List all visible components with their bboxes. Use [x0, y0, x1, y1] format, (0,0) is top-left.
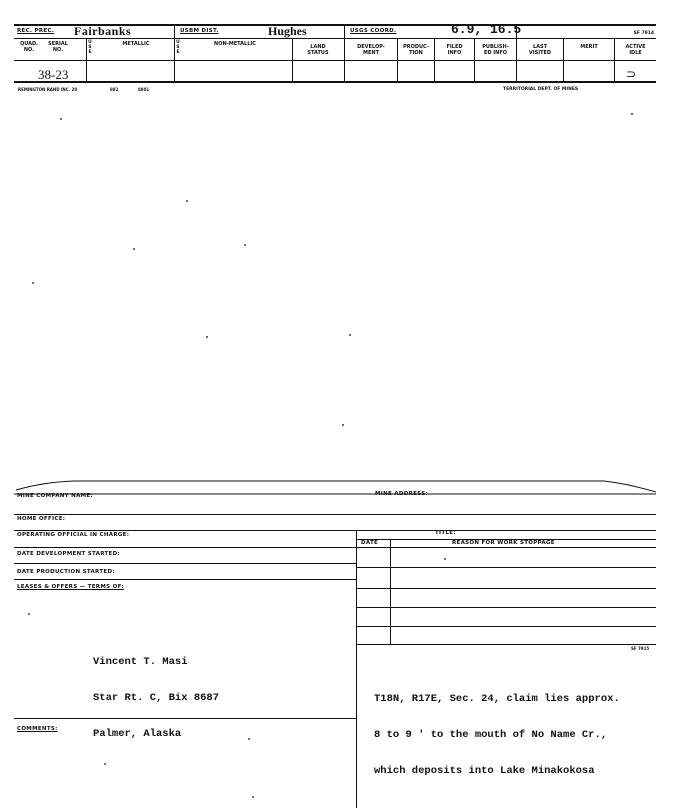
rule	[356, 626, 656, 627]
table-divider	[390, 539, 391, 644]
card-edge	[14, 476, 656, 496]
location-note-line-2: 8 to 9 ' to the mouth of No Name Cr.,	[374, 729, 608, 741]
speck	[32, 282, 34, 284]
location-note-line-1: T18N, R17E, Sec. 24, claim lies approx.	[374, 693, 620, 705]
speck	[28, 613, 30, 615]
lease-holder-block	[93, 632, 219, 764]
col-published-info: PUBLISH- ED INFO	[482, 44, 509, 56]
department-imprint: TERRITORIAL DEPT. OF MINES	[503, 87, 579, 92]
mine-address-label: MINE ADDRESS:	[375, 491, 428, 497]
speck	[252, 796, 254, 798]
index-card-header	[14, 24, 656, 84]
rule	[14, 718, 356, 719]
index-card-detail	[14, 476, 656, 808]
speck	[444, 558, 446, 560]
speck	[206, 336, 208, 338]
speck	[244, 244, 246, 246]
rule	[14, 579, 356, 580]
col-metallic: METALLIC	[122, 41, 150, 47]
printer-code-2: 8801	[138, 87, 150, 92]
col-use-nonmetallic: U S E	[176, 40, 180, 55]
speck	[349, 334, 351, 336]
rule	[14, 530, 656, 531]
usgs-coord-value: 6.9, 16.5	[451, 22, 522, 37]
table-divider	[356, 530, 357, 808]
rule	[14, 547, 656, 548]
home-office-label: HOME OFFICE:	[17, 516, 66, 522]
operating-official-label: OPERATING OFFICIAL IN CHARGE:	[17, 532, 130, 538]
col-non-metallic: NON-METALLIC	[214, 41, 256, 47]
header-divider	[344, 24, 345, 38]
date-development-started-label: DATE DEVELOPMENT STARTED:	[17, 551, 120, 557]
speck	[104, 763, 106, 765]
col-serial-no: SERIAL NO.	[48, 41, 68, 53]
column-head-rule	[14, 60, 656, 61]
speck	[60, 118, 62, 120]
lease-holder-city: Palmer, Alaska	[93, 728, 182, 740]
col-land-status: LAND STATUS	[307, 44, 329, 56]
speck	[186, 200, 188, 202]
rec-prec-value: Fairbanks	[74, 24, 132, 38]
date-column-label: DATE	[361, 540, 379, 546]
col-merit: MERIT	[580, 44, 598, 50]
col-production: PRODUC- TION	[403, 44, 429, 56]
printer-imprint: REMINGTON RAND INC. 20	[18, 87, 78, 92]
rule	[14, 563, 356, 564]
speck	[342, 424, 344, 426]
printer-code-1: 882	[110, 87, 119, 92]
mine-company-name-label: MINE COMPANY NAME:	[17, 493, 93, 499]
date-production-started-label: DATE PRODUCTION STARTED:	[17, 569, 115, 575]
lease-holder-address: Star Rt. C, Bix 8687	[93, 692, 220, 704]
rule	[356, 644, 656, 645]
speck	[248, 738, 250, 740]
header-divider	[174, 24, 175, 38]
form-number-2: SF 7915	[631, 646, 650, 651]
rule	[356, 567, 656, 568]
col-filed-info: FILED INFO	[446, 44, 463, 56]
quad-serial-value: 38-23	[38, 67, 69, 82]
rule	[14, 514, 656, 515]
title-label: TITLE:	[435, 530, 456, 536]
col-active-idle: ACTIVE IDLE	[625, 44, 646, 56]
form-number: SF 7914	[633, 31, 654, 36]
leases-offers-label: LEASES & OFFERS — TERMS OF:	[17, 584, 124, 590]
active-idle-mark: ⊃	[626, 67, 637, 81]
speck	[133, 248, 135, 250]
speck	[631, 113, 633, 115]
rule	[356, 607, 656, 608]
col-quad-no: QUAD. NO.	[19, 41, 39, 53]
comments-label: COMMENTS:	[17, 726, 58, 732]
usgs-coord-label: USGS COORD.	[350, 28, 397, 34]
rule	[356, 588, 656, 589]
location-note-block	[374, 669, 620, 801]
lease-holder-name: Vincent T. Masi	[93, 656, 188, 668]
col-development: DEVELOP- MENT	[357, 44, 385, 56]
rec-prec-label: REC. PREC.	[17, 28, 55, 34]
reason-column-label: REASON FOR WORK STOPPAGE	[452, 540, 555, 546]
location-note-line-3: which deposits into Lake Minakokosa	[374, 765, 595, 777]
card-bottom-rule	[14, 81, 656, 83]
col-use-metallic: U S E	[88, 40, 92, 55]
col-last-visited: LAST VISITED	[528, 44, 552, 56]
usbm-dist-label: USBM DIST.	[180, 28, 219, 34]
usbm-dist-value: Hughes	[268, 24, 307, 38]
